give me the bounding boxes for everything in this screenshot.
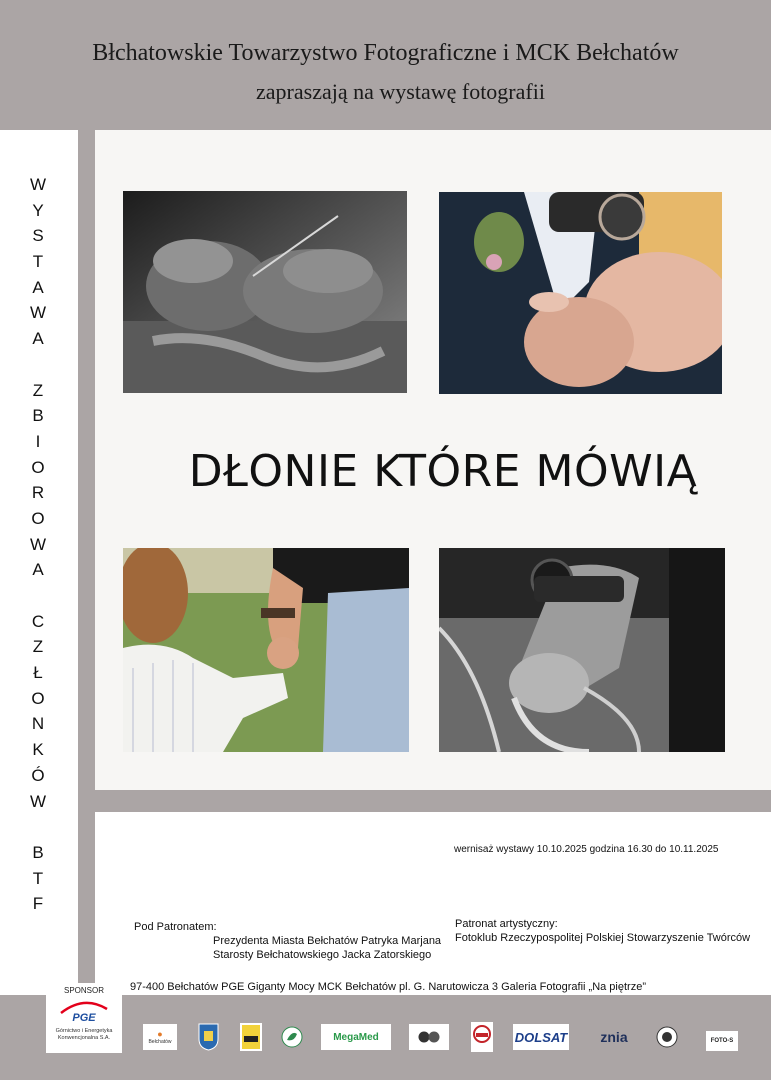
organizers-line: Błchatowskie Towarzystwo Fotograficzne i MCK Bełchatów xyxy=(92,40,679,66)
apple-icon: ● xyxy=(157,1029,163,1039)
dolsat-logo xyxy=(513,1024,569,1050)
vertical-letter: Z xyxy=(32,637,44,657)
patronage-mayor: Prezydenta Miasta Bełchatów Patryka Marjana xyxy=(213,935,442,947)
vertical-letter: S xyxy=(32,226,44,246)
county-logo xyxy=(240,1023,262,1051)
info-panel xyxy=(95,812,771,995)
crest-icon xyxy=(198,1023,219,1051)
sponsor-label: SPONSOR xyxy=(63,986,104,995)
znia-logo xyxy=(588,1024,640,1050)
vertical-letter: R xyxy=(31,483,45,503)
vertical-letter: K xyxy=(32,740,44,760)
county-crest-icon xyxy=(241,1024,261,1050)
photo-society-logo xyxy=(409,1024,449,1050)
vertical-letter: O xyxy=(31,508,45,528)
invitation-line: zapraszają na wystawę fotografii xyxy=(256,79,545,104)
photo-boutonniere-image xyxy=(439,192,722,394)
vertical-letter: T xyxy=(32,868,44,888)
vertical-letter: Z xyxy=(32,380,44,400)
photo-child-image xyxy=(123,548,409,752)
vertical-letter: N xyxy=(31,714,45,734)
vertical-letter: Ó xyxy=(31,765,45,785)
photo-boutonniere-hands xyxy=(439,192,722,394)
fotoklub-logo xyxy=(471,1022,493,1052)
vertical-letter: A xyxy=(32,329,44,349)
vertical-exhibition-label xyxy=(27,172,49,917)
sponsor-box xyxy=(46,983,122,1053)
megamed-logo xyxy=(321,1024,391,1050)
city-crest-logo xyxy=(198,1023,219,1051)
fotos-logo xyxy=(706,1031,738,1051)
artistic-patronage-heading: Patronat artystyczny: xyxy=(455,918,558,930)
aperture-icon xyxy=(656,1026,678,1048)
fotoklub-emblem-icon xyxy=(472,1024,492,1050)
leaf-logo xyxy=(281,1024,303,1050)
vertical-letter: W xyxy=(29,303,47,323)
horizontal-divider xyxy=(95,790,771,812)
znia-logo-text: znia xyxy=(600,1029,628,1045)
vertical-letter: W xyxy=(29,534,47,554)
megamed-logo-text: MegaMed xyxy=(333,1031,379,1043)
vertical-letter: A xyxy=(32,560,44,580)
vertical-letter: A xyxy=(32,277,44,297)
pge-brand: PGE xyxy=(72,1012,96,1024)
vertical-letter: W xyxy=(29,175,47,194)
photo-elderly-hands-needle xyxy=(123,191,407,393)
venue-address: 97-400 Bełchatów PGE Giganty Mocy MCK Bełchatów pl. G. Narutowicza 3 Galeria Fotografii „Na piętrze” xyxy=(130,981,646,993)
fotos-logo-text: FOTO-S xyxy=(710,1038,734,1044)
dolsat-logo-text: DOLSAT xyxy=(514,1029,568,1045)
vertical-letter: C xyxy=(31,611,45,631)
pge-subtitle: Górnictwo i Energetyka Konwencjonalna S.A. xyxy=(55,1028,113,1041)
photo-watch-hand-image xyxy=(439,548,725,752)
vertical-letter: B xyxy=(32,842,44,862)
exhibition-title: DŁONIE KTÓRE MÓWIĄ xyxy=(188,446,698,497)
artistic-patronage-name: Fotoklub Rzeczypospolitej Polskiej Stowarzyszenie Twórców xyxy=(455,932,751,944)
belchatow-logo xyxy=(143,1024,177,1050)
film-circles-icon xyxy=(416,1030,442,1044)
leaf-circle-icon xyxy=(281,1026,303,1048)
patronage-starost: Starosty Bełchatowskiego Jacka Zatorskiego xyxy=(213,949,432,961)
vertical-letter: I xyxy=(35,431,41,451)
vertical-letter: F xyxy=(32,894,44,914)
vertical-letter: O xyxy=(31,457,45,477)
vertical-letter: O xyxy=(31,688,45,708)
vertical-divider xyxy=(78,130,95,995)
vertical-letter: B xyxy=(32,406,44,426)
vertical-letter: W xyxy=(29,791,47,811)
photo-child-holding-hand xyxy=(123,548,409,752)
vertical-letter: Y xyxy=(32,200,44,220)
belchatow-logo-text: Bełchatów xyxy=(148,1039,172,1045)
opening-date-text: wernisaż wystawy 10.10.2025 godzina 16.30 do 10.11.2025 xyxy=(454,844,719,855)
photo-hand-with-watch-handle xyxy=(439,548,725,752)
photo-elderly-hands-image xyxy=(123,191,407,393)
patronage-heading: Pod Patronatem: xyxy=(134,921,217,933)
vertical-letter: Ł xyxy=(33,663,43,683)
camera-club-logo xyxy=(655,1024,679,1050)
vertical-letter: T xyxy=(32,252,44,272)
